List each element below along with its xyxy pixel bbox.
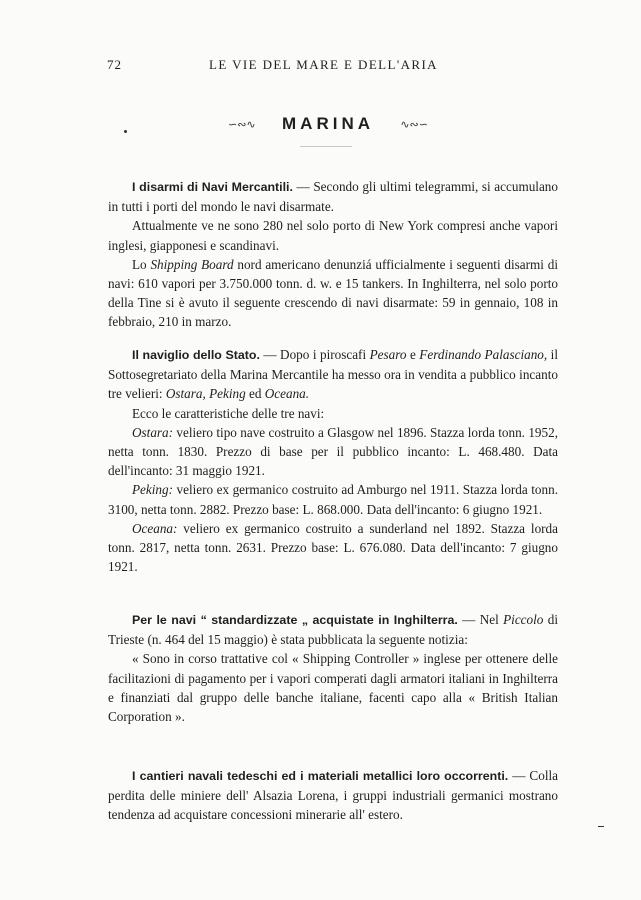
divider [300,146,352,147]
ship-entry: Oceana: veliero ex germanico costruito a sunderland nel 1892. Stazza lorda tonn. 2817, netta tonn. 2631. Prezzo base: L. 676.080. Data dell'incanto: 7 giugno 1921. [108,520,558,575]
article-paragraph: Il naviglio dello Stato. — Dopo i piroscafi Pesaro e Ferdinando Palasciano, il Sottosegretariato della Marina Mercantile ha messo ora in vendita a pubblico incanto tre velieri: Ostara, Peking ed Oceana. [108,347,558,402]
scan-speck [598,826,604,827]
article-paragraph: Attualmente ve ne sono 280 nel solo porto di New York compresi anche vapori inglesi, giapponesi e scandinavi. [108,218,558,253]
article-paragraph: Lo Shipping Board nord americano denunziá ufficialmente i seguenti disarmi di navi: 610 vapori per 3.750.000 tonn. d. w. e 15 tankers. In Inghilterra, nel solo porto della Tine si è avuto il seguente crescendo di navi disarmate: 59 in gennaio, 108 in febbraio, 210 in marzo. [108,256,558,330]
article-heading: Il naviglio dello Stato. [132,348,260,362]
article-paragraph: Per le navi “ standardizzate „ acquistate in Inghilterra. — Nel Piccolo di Trieste (n. 464 del 15 maggio) è stata pubblicata la seguente notizia: [108,612,558,648]
article-disarmi [108,177,558,332]
ornament-right-icon: ∿∾∽ [400,119,428,131]
ship-entry: Peking: veliero ex germanico costruito ad Amburgo nel 1911. Stazza lorda tonn. 3100, netta tonn. 2882. Prezzo base: L. 868.000. Data dell'incanto: 6 giugno 1921. [108,482,558,517]
article-paragraph: I disarmi di Navi Mercantili. — Secondo gli ultimi telegrammi, si accumulano in tutti i porti del mondo le navi disarmate. [108,179,558,215]
article-heading: Per le navi “ standardizzate „ acquistate in Inghilterra. [132,613,458,627]
article-paragraph: I cantieri navali tedeschi ed i materiali metallici loro occorrenti. — Colla perdita delle miniere dell' Alsazia Lorena, i gruppi industriali germanici mostrano tendenza ad acquistare concessioni minerarie all' estero. [108,768,558,823]
ornament-left-icon: ∽∾∿ [228,119,256,131]
article-standardizzate [108,610,558,726]
journal-title: LE VIE DEL MARE E DELL'ARIA [209,57,438,72]
section-heading [228,114,428,134]
article-paragraph: « Sono in corso trattative col « Shipping Controller » inglese per ottenere delle facilitazioni di pagamento per i vapori comperati dagli armatori italiani in Inghilterra e finanziati dal gruppo delle banche italiane, facenti capo alla « British Italian Corporation ». [108,651,558,725]
article-heading: I disarmi di Navi Mercantili. [132,180,293,194]
article-heading: I cantieri navali tedeschi ed i materiali metallici loro occorrenti. [132,769,509,783]
article-naviglio [108,345,558,576]
scan-speck [124,130,127,133]
article-paragraph: Ecco le caratteristiche delle tre navi: [132,405,325,421]
page-number: 72 [107,57,122,72]
section-title: MARINA [282,114,374,133]
article-cantieri [108,766,558,825]
ship-entry: Ostara: veliero tipo nave costruito a Glasgow nel 1896. Stazza lorda tonn. 1952, netta tonn. 1830. Prezzo di base per il pubblico incanto: L. 468.480. Data dell'incanto: 31 maggio 1921. [108,424,558,479]
